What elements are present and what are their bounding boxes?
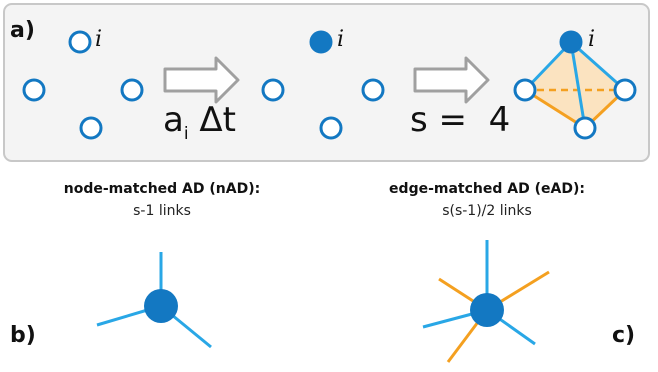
stage1-node-i-label: i (95, 27, 103, 52)
step1-label-sub: i (183, 124, 189, 144)
step1-label-main: a (163, 100, 184, 140)
panel-b-label: b) (10, 323, 36, 348)
stage1-node-left (24, 80, 44, 100)
nad-title: node-matched AD (nAD): (63, 181, 261, 197)
stage2-node-i (311, 32, 331, 52)
stage1-node-right (122, 80, 142, 100)
stage1-node-i (70, 32, 90, 52)
stage2-node-right (363, 80, 383, 100)
ead-star (423, 240, 549, 362)
step2-label: s = 4 (410, 100, 511, 140)
ead-subtitle: s(s-1)/2 links (442, 203, 532, 219)
simplex-node-right (615, 80, 635, 100)
simplex-node-left (515, 80, 535, 100)
stage2-node-left (263, 80, 283, 100)
panel-c-label: c) (612, 323, 636, 348)
nad-node (144, 289, 178, 323)
ead-node (470, 293, 504, 327)
ead-title: edge-matched AD (eAD): (389, 181, 585, 197)
simplex-node-i (561, 32, 581, 52)
step1-label (163, 100, 236, 144)
panel-a-label: a) (10, 18, 35, 43)
stage2-node-i-label: i (337, 27, 345, 52)
stage2-node-bottom (321, 118, 341, 138)
nad-star (97, 252, 211, 347)
step1-label-tail: Δt (188, 100, 236, 140)
simplex-node-i-label: i (588, 27, 596, 52)
simplex-node-bottom (575, 118, 595, 138)
nad-subtitle: s-1 links (133, 203, 191, 219)
stage1-node-bottom (81, 118, 101, 138)
